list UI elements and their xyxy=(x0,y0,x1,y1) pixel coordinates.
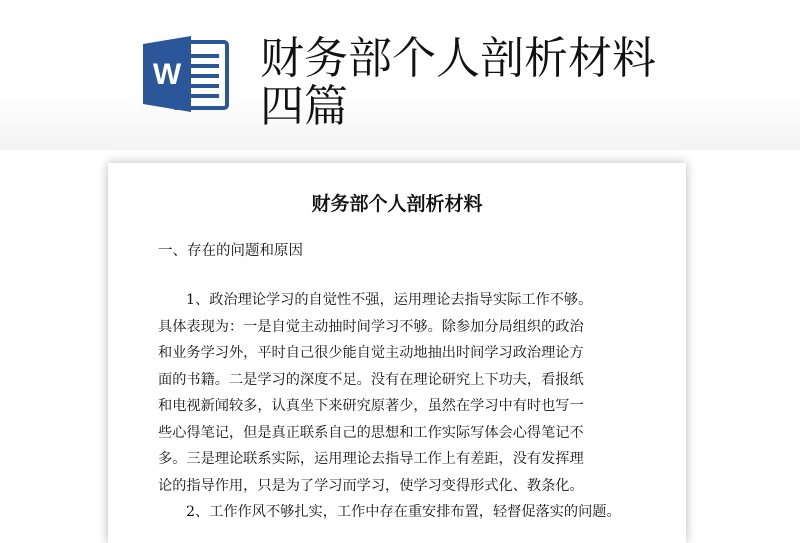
paragraph-line: 和电视新闻较多，认真坐下来研究原著少，虽然在学习中有时也写一 xyxy=(158,398,584,414)
paragraph-line: 些心得笔记，但是真正联系自己的思想和工作实际写体会心得笔记不 xyxy=(158,424,584,441)
document-paragraph xyxy=(158,287,648,526)
paragraph-line: 1、政治理论学习的自觉性不强，运用理论去指导实际工作不够。 xyxy=(186,292,593,308)
section-heading: 一、存在的问题和原因 xyxy=(158,243,303,259)
paragraph-line: 论的指导作用，只是为了学习而学习，使学习变得形式化、教条化。 xyxy=(158,477,584,494)
paragraph-line: 和业务学习外，平时自己很少能自觉主动地抽出时间学习政治理论方 xyxy=(158,345,584,361)
page-title-line-1: 财务部个人剖析材料 xyxy=(260,33,656,84)
paragraph-line: 面的书籍。二是学习的深度不足。没有在理论研究上下功夫，看报纸 xyxy=(158,371,584,388)
word-document-icon xyxy=(143,34,229,114)
document-page xyxy=(112,167,682,537)
paragraph-line: 多。三是理论联系实际，运用理论去指导工作上有差距，没有发挥理 xyxy=(158,451,584,467)
page-header xyxy=(0,0,800,150)
document-title: 财务部个人剖析材料 xyxy=(311,193,483,215)
paragraph-line: 具体表现为：一是自觉主动抽时间学习不够。除参加分局组织的政治 xyxy=(158,318,584,335)
page-title-line-2: 四篇 xyxy=(260,81,348,132)
word-icon-letter: W xyxy=(152,58,182,91)
paragraph-line: 2、工作作风不够扎实，工作中存在重安排布置，轻督促落实的问题。 xyxy=(186,504,621,520)
